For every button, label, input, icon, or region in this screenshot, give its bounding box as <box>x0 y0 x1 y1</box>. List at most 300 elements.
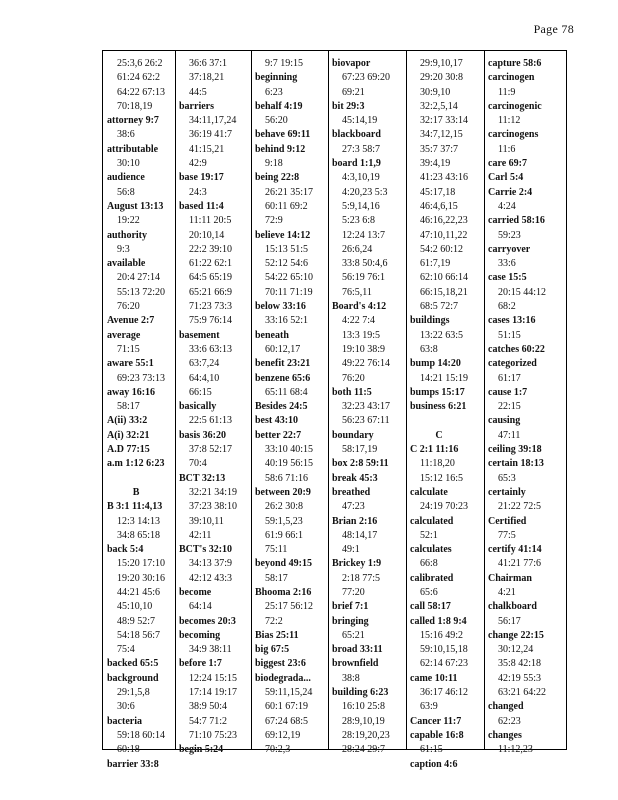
index-refs: 37:8 52:17 <box>189 444 233 456</box>
index-term: Avenue 2:7 <box>107 315 155 327</box>
index-refs: 28:24 29:7 <box>342 744 386 756</box>
index-term: becoming <box>179 629 221 641</box>
index-term: categorized <box>488 358 537 370</box>
index-refs: 60:11 69:2 <box>265 200 308 212</box>
index-refs: 48:14,17 <box>342 529 378 541</box>
index-refs: 61:7,19 <box>420 258 451 270</box>
index-refs: 20:4 27:14 <box>117 272 161 284</box>
index-refs: 47:11 <box>498 429 521 441</box>
index-refs: 36:6 37:1 <box>189 58 228 69</box>
index-refs: 11:12,23 <box>498 744 533 756</box>
index-term: brownfield <box>332 658 379 670</box>
index-refs: 65:21 66:9 <box>189 286 233 298</box>
index-refs: 37:18,21 <box>189 72 225 84</box>
index-refs: 76:20 <box>342 372 365 384</box>
index-term: attorney 9:7 <box>107 115 159 127</box>
index-refs: 59:1,5,23 <box>265 515 303 527</box>
index-refs: 75:4 <box>117 644 135 656</box>
index-refs: 32:17 33:14 <box>420 115 469 127</box>
section-letter: C <box>435 429 443 441</box>
index-term: below 33:16 <box>255 301 306 313</box>
index-refs: 22:5 61:13 <box>189 415 233 427</box>
index-term: case 15:5 <box>488 272 527 284</box>
index-term: a.m 1:12 6:23 <box>107 458 165 470</box>
index-refs: 56:8 <box>117 186 135 198</box>
index-refs: 75:9 76:14 <box>189 315 233 327</box>
index-term: based 11:4 <box>179 200 224 212</box>
index-refs: 14:21 15:19 <box>420 372 469 384</box>
index-term: best 43:10 <box>255 415 299 427</box>
index-term: being 22:8 <box>255 172 300 184</box>
index-refs: 72:9 <box>265 215 283 227</box>
index-refs: 62:10 66:14 <box>420 272 469 284</box>
index-refs: 52:12 54:6 <box>265 258 309 270</box>
index-refs: 15:16 49:2 <box>420 629 464 641</box>
index-refs: 44:21 45:6 <box>117 586 161 598</box>
index-term: bit 29:3 <box>332 100 365 112</box>
index-refs: 9:7 19:15 <box>265 58 304 69</box>
index-term: believe 14:12 <box>255 229 311 241</box>
index-refs: 20:15 44:12 <box>498 286 547 298</box>
index-refs: 33:6 63:13 <box>189 343 233 355</box>
index-term: Certified <box>488 515 527 527</box>
index-refs: 76:20 <box>117 301 140 313</box>
page-number: Page 78 <box>533 22 574 36</box>
index-refs: 69:12,19 <box>265 729 301 741</box>
index-refs: 71:10 75:23 <box>189 729 238 741</box>
index-term: brief 7:1 <box>332 601 369 613</box>
index-refs: 42:12 43:3 <box>189 572 233 584</box>
index-term: begin 5:24 <box>179 744 224 756</box>
index-term: beginning <box>255 72 298 84</box>
index-term: Carl 5:4 <box>488 172 524 184</box>
index-refs: 60:1 67:19 <box>265 701 309 713</box>
index-refs: 19:22 <box>117 215 140 227</box>
index-term: biggest 23:6 <box>255 658 306 670</box>
index-refs: 42:9 <box>189 158 207 170</box>
index-refs: 4:3,10,19 <box>342 172 380 184</box>
index-refs: 76:5,11 <box>342 286 372 298</box>
index-term: benzene 65:6 <box>255 372 311 384</box>
index-term: breathed <box>332 486 371 498</box>
index-column-4 <box>332 57 390 758</box>
index-refs: 9:3 <box>117 243 130 255</box>
index-refs: 65:11 68:4 <box>265 386 308 398</box>
index-term: attributable <box>107 143 159 155</box>
index-refs: 75:11 <box>265 544 288 556</box>
index-term: blackboard <box>332 129 381 141</box>
index-refs: 70:4 <box>189 458 207 470</box>
index-refs: 24:3 <box>189 186 207 198</box>
index-term: barriers <box>179 100 214 112</box>
index-refs: 42:11 <box>189 529 212 541</box>
index-refs: 66:15,18,21 <box>420 286 468 298</box>
index-refs: 29:1,5,8 <box>117 687 150 699</box>
index-refs: 56:20 <box>265 115 288 127</box>
column-divider <box>406 51 407 749</box>
index-refs: 37:23 38:10 <box>189 501 238 513</box>
index-term: Chairman <box>488 572 532 584</box>
index-term: Besides 24:5 <box>255 401 308 413</box>
index-refs: 26:6,24 <box>342 243 373 255</box>
index-term: carcinogenic <box>488 100 542 112</box>
index-frame <box>102 50 567 770</box>
index-refs: 34:8 65:18 <box>117 529 161 541</box>
index-term: August 13:13 <box>107 200 164 212</box>
index-refs: 51:15 <box>498 329 521 341</box>
index-term: big 67:5 <box>255 644 290 656</box>
index-term: chalkboard <box>488 601 537 613</box>
index-refs: 55:13 72:20 <box>117 286 166 298</box>
index-term: calculates <box>410 544 452 556</box>
index-term: cases 13:16 <box>488 315 536 327</box>
index-refs: 70:18,19 <box>117 100 153 112</box>
index-term: caption 4:6 <box>410 758 458 770</box>
index-refs: 58:17 <box>117 401 140 413</box>
index-refs: 49:22 76:14 <box>342 358 391 370</box>
index-refs: 35:8 42:18 <box>498 658 542 670</box>
index-refs: 41:23 43:16 <box>420 172 469 184</box>
index-term: buildings <box>410 315 450 327</box>
index-refs: 64:14 <box>189 601 212 613</box>
index-refs: 32:23 43:17 <box>342 401 391 413</box>
index-refs: 58:17,19 <box>342 444 378 456</box>
index-term: better 22:7 <box>255 429 302 441</box>
index-term: catches 60:22 <box>488 343 545 355</box>
index-term: Cancer 11:7 <box>410 715 462 727</box>
index-refs: 45:10,10 <box>117 601 153 613</box>
index-refs: 28:19,20,23 <box>342 729 390 741</box>
index-refs: 15:20 17:10 <box>117 558 166 570</box>
index-refs: 11:18,20 <box>420 458 455 470</box>
index-refs: 56:23 67:11 <box>342 415 390 427</box>
index-refs: 59:23 <box>498 229 521 241</box>
index-term: A.D 77:15 <box>107 444 150 456</box>
index-refs: 60:18 <box>117 744 140 756</box>
index-refs: 67:24 68:5 <box>265 715 309 727</box>
index-term: board 1:1,9 <box>332 158 381 170</box>
index-refs: 35:7 37:7 <box>420 143 459 155</box>
index-term: cause 1:7 <box>488 386 528 398</box>
index-refs: 2:18 77:5 <box>342 572 381 584</box>
section-letter: B <box>132 486 140 498</box>
index-term: ceiling 39:18 <box>488 444 542 456</box>
index-term: basement <box>179 329 220 341</box>
index-refs: 41:21 77:6 <box>498 558 542 570</box>
index-refs: 22:15 <box>498 401 521 413</box>
index-refs: 58:17 <box>265 572 288 584</box>
index-refs: 46:16,22,23 <box>420 215 468 227</box>
index-refs: 19:10 38:9 <box>342 343 386 355</box>
index-refs: 4:22 7:4 <box>342 315 376 327</box>
index-term: carryover <box>488 243 531 255</box>
index-refs: 38:8 <box>342 672 360 684</box>
index-refs: 4:20,23 5:3 <box>342 186 388 198</box>
index-refs: 61:24 62:2 <box>117 72 161 84</box>
index-term: calculate <box>410 486 448 498</box>
index-refs: 39:10,11 <box>189 515 224 527</box>
index-term: Board's 4:12 <box>332 301 387 313</box>
index-term: average <box>107 329 141 341</box>
index-refs: 15:12 16:5 <box>420 472 464 484</box>
index-term: A(ii) 33:2 <box>107 415 148 427</box>
index-refs: 44:5 <box>189 86 207 98</box>
column-divider <box>484 51 485 749</box>
index-refs: 64:4,10 <box>189 372 220 384</box>
index-refs: 27:3 58:7 <box>342 143 381 155</box>
index-refs: 77:5 <box>498 529 516 541</box>
index-term: Bhooma 2:16 <box>255 586 312 598</box>
index-term: capture 58:6 <box>488 58 542 69</box>
index-refs: 52:1 <box>420 529 438 541</box>
index-refs: 4:24 <box>498 200 516 212</box>
index-term: changed <box>488 701 524 713</box>
index-term: biovapor <box>332 58 371 69</box>
index-refs: 5:23 6:8 <box>342 215 376 227</box>
index-term: carcinogens <box>488 129 539 141</box>
index-refs: 15:13 51:5 <box>265 243 309 255</box>
index-term: care 69:7 <box>488 158 527 170</box>
index-term: change 22:15 <box>488 629 544 641</box>
index-refs: 38:9 50:4 <box>189 701 228 713</box>
index-refs: 47:10,11,22 <box>420 229 468 241</box>
index-refs: 30:9,10 <box>420 86 451 98</box>
index-term: certainly <box>488 486 526 498</box>
index-term: causing <box>488 415 521 427</box>
index-refs: 34:13 37:9 <box>189 558 233 570</box>
index-column-3 <box>255 57 313 758</box>
index-term: changes <box>488 729 522 741</box>
index-refs: 61:15 <box>420 744 443 756</box>
column-divider <box>175 51 176 749</box>
index-refs: 56:19 76:1 <box>342 272 386 284</box>
index-refs: 33:16 52:1 <box>265 315 309 327</box>
index-refs: 65:6 <box>420 586 438 598</box>
index-term: A(i) 32:21 <box>107 429 150 441</box>
index-refs: 47:23 <box>342 501 365 513</box>
index-refs: 36:19 41:7 <box>189 129 233 141</box>
index-refs: 42:19 55:3 <box>498 672 542 684</box>
index-refs: 68:5 72:7 <box>420 301 459 313</box>
index-term: BCT's 32:10 <box>179 544 233 556</box>
index-term: BCT 32:13 <box>179 472 226 484</box>
index-term: box 2:8 59:11 <box>332 458 389 470</box>
index-term: biodegrada... <box>255 672 311 684</box>
index-term: away 16:16 <box>107 386 156 398</box>
index-term: both 11:5 <box>332 386 372 398</box>
index-refs: 33:6 <box>498 258 516 270</box>
index-term: base 19:17 <box>179 172 224 184</box>
index-term: certify 41:14 <box>488 544 542 556</box>
index-term: called 1:8 9:4 <box>410 615 467 627</box>
index-term: Brian 2:16 <box>332 515 378 527</box>
index-term: audience <box>107 172 145 184</box>
index-refs: 67:23 69:20 <box>342 72 391 84</box>
index-term: backed 65:5 <box>107 658 159 670</box>
index-term: bumps 15:17 <box>410 386 465 398</box>
index-refs: 54:22 65:10 <box>265 272 314 284</box>
index-refs: 66:15 <box>189 386 212 398</box>
index-refs: 49:1 <box>342 544 360 556</box>
index-refs: 33:8 50:4,6 <box>342 258 388 270</box>
index-refs: 54:2 60:12 <box>420 243 464 255</box>
index-refs: 66:8 <box>420 558 438 570</box>
index-term: barrier 33:8 <box>107 758 159 770</box>
index-term: carcinogen <box>488 72 535 84</box>
index-refs: 58:6 71:16 <box>265 472 309 484</box>
index-refs: 25:17 56:12 <box>265 601 314 613</box>
index-refs: 24:19 70:23 <box>420 501 469 513</box>
index-refs: 71:23 73:3 <box>189 301 233 313</box>
index-term: certain 18:13 <box>488 458 544 470</box>
index-term: basis 36:20 <box>179 429 226 441</box>
index-term: behave 69:11 <box>255 129 311 141</box>
index-refs: 29:20 30:8 <box>420 72 464 84</box>
index-refs: 72:2 <box>265 615 283 627</box>
index-term: basically <box>179 401 217 413</box>
index-refs: 30:12,24 <box>498 644 534 656</box>
index-refs: 39:4,19 <box>420 158 451 170</box>
index-refs: 22:2 39:10 <box>189 243 233 255</box>
index-term: C 2:1 11:16 <box>410 444 459 456</box>
index-refs: 63:8 <box>420 343 438 355</box>
index-refs: 30:6 <box>117 701 135 713</box>
index-term: Brickey 1:9 <box>332 558 382 570</box>
index-term: available <box>107 258 146 270</box>
index-refs: 33:10 40:15 <box>265 444 314 456</box>
index-term: bringing <box>332 615 369 627</box>
index-refs: 70:11 71:19 <box>265 286 313 298</box>
index-term: between 20:9 <box>255 486 311 498</box>
index-refs: 29:9,10,17 <box>420 58 463 69</box>
index-refs: 12:24 13:7 <box>342 229 386 241</box>
index-refs: 65:21 <box>342 629 365 641</box>
index-refs: 45:17,18 <box>420 186 456 198</box>
index-column-6 <box>488 57 546 758</box>
index-refs: 34:9 38:11 <box>189 644 232 656</box>
index-refs: 6:23 <box>265 86 283 98</box>
index-refs: 11:12 <box>498 115 521 127</box>
index-refs: 70:2,3 <box>265 744 291 756</box>
index-term: call 58:17 <box>410 601 451 613</box>
index-refs: 65:3 <box>498 472 516 484</box>
index-refs: 63:21 64:22 <box>498 687 547 699</box>
index-refs: 63:9 <box>420 701 438 713</box>
column-divider <box>328 51 329 749</box>
index-refs: 40:19 56:15 <box>265 458 314 470</box>
index-term: beneath <box>255 329 289 341</box>
index-refs: 48:9 52:7 <box>117 615 156 627</box>
index-refs: 17:14 19:17 <box>189 687 238 699</box>
index-refs: 16:10 25:8 <box>342 701 386 713</box>
index-term: break 45:3 <box>332 472 378 484</box>
index-refs: 32:2,5,14 <box>420 100 458 112</box>
index-term: authority <box>107 229 147 241</box>
index-refs: 11:6 <box>498 143 516 155</box>
index-term: before 1:7 <box>179 658 222 670</box>
index-refs: 25:3,6 26:2 <box>117 58 163 69</box>
index-term: behind 9:12 <box>255 143 306 155</box>
index-refs: 13:3 19:5 <box>342 329 381 341</box>
index-term: calibrated <box>410 572 454 584</box>
index-refs: 9:18 <box>265 158 283 170</box>
index-refs: 71:15 <box>117 343 140 355</box>
index-refs: 45:14,19 <box>342 115 378 127</box>
index-refs: 59:10,15,18 <box>420 644 468 656</box>
index-refs: 62:23 <box>498 715 521 727</box>
index-term: carried 58:16 <box>488 215 545 227</box>
index-refs: 4:21 <box>498 586 516 598</box>
index-term: building 6:23 <box>332 687 389 699</box>
column-divider <box>251 51 252 749</box>
index-refs: 21:22 72:5 <box>498 501 542 513</box>
index-refs: 62:14 67:23 <box>420 658 469 670</box>
index-refs: 11:11 20:5 <box>189 215 232 227</box>
index-refs: 69:21 <box>342 86 365 98</box>
index-term: back 5:4 <box>107 544 144 556</box>
index-term: Bias 25:11 <box>255 629 299 641</box>
index-refs: 60:12,17 <box>265 343 301 355</box>
index-refs: 26:21 35:17 <box>265 186 314 198</box>
index-term: broad 33:11 <box>332 644 383 656</box>
index-refs: 34:7,12,15 <box>420 129 463 141</box>
index-term: business 6:21 <box>410 401 467 413</box>
index-column-5 <box>410 57 468 772</box>
index-column-1 <box>107 57 165 772</box>
index-refs: 20:10,14 <box>189 229 225 241</box>
index-refs: 61:9 66:1 <box>265 529 304 541</box>
index-refs: 12:3 14:13 <box>117 515 161 527</box>
index-refs: 64:5 65:19 <box>189 272 233 284</box>
spacer <box>107 472 165 486</box>
index-refs: 54:7 71:2 <box>189 715 228 727</box>
index-refs: 68:2 <box>498 301 516 313</box>
index-term: boundary <box>332 429 374 441</box>
index-refs: 28:9,10,19 <box>342 715 385 727</box>
index-refs: 11:9 <box>498 86 516 98</box>
index-refs: 61:17 <box>498 372 521 384</box>
index-refs: 41:15,21 <box>189 143 225 155</box>
index-term: calculated <box>410 515 454 527</box>
index-refs: 59:18 60:14 <box>117 729 166 741</box>
index-refs: 34:11,17,24 <box>189 115 237 127</box>
index-refs: 32:21 34:19 <box>189 486 238 498</box>
index-term: bump 14:20 <box>410 358 461 370</box>
index-refs: 30:10 <box>117 158 140 170</box>
index-refs: 61:22 62:1 <box>189 258 233 270</box>
index-refs: 13:22 63:5 <box>420 329 464 341</box>
index-refs: 59:11,15,24 <box>265 687 313 699</box>
index-refs: 19:20 30:16 <box>117 572 166 584</box>
index-term: background <box>107 672 159 684</box>
index-refs: 36:17 46:12 <box>420 687 469 699</box>
index-term: came 10:11 <box>410 672 458 684</box>
index-refs: 63:7,24 <box>189 358 220 370</box>
index-term: behalf 4:19 <box>255 100 303 112</box>
index-refs: 56:17 <box>498 615 521 627</box>
index-column-2 <box>179 57 237 758</box>
index-term: bacteria <box>107 715 142 727</box>
index-term: aware 55:1 <box>107 358 154 370</box>
index-term: benefit 23:21 <box>255 358 311 370</box>
index-refs: 38:6 <box>117 129 135 141</box>
index-term: Carrie 2:4 <box>488 186 533 198</box>
index-term: becomes 20:3 <box>179 615 236 627</box>
index-term: B 3:1 11:4,13 <box>107 501 163 513</box>
index-refs: 64:22 67:13 <box>117 86 166 98</box>
index-term: capable 16:8 <box>410 729 464 741</box>
spacer <box>410 414 468 428</box>
